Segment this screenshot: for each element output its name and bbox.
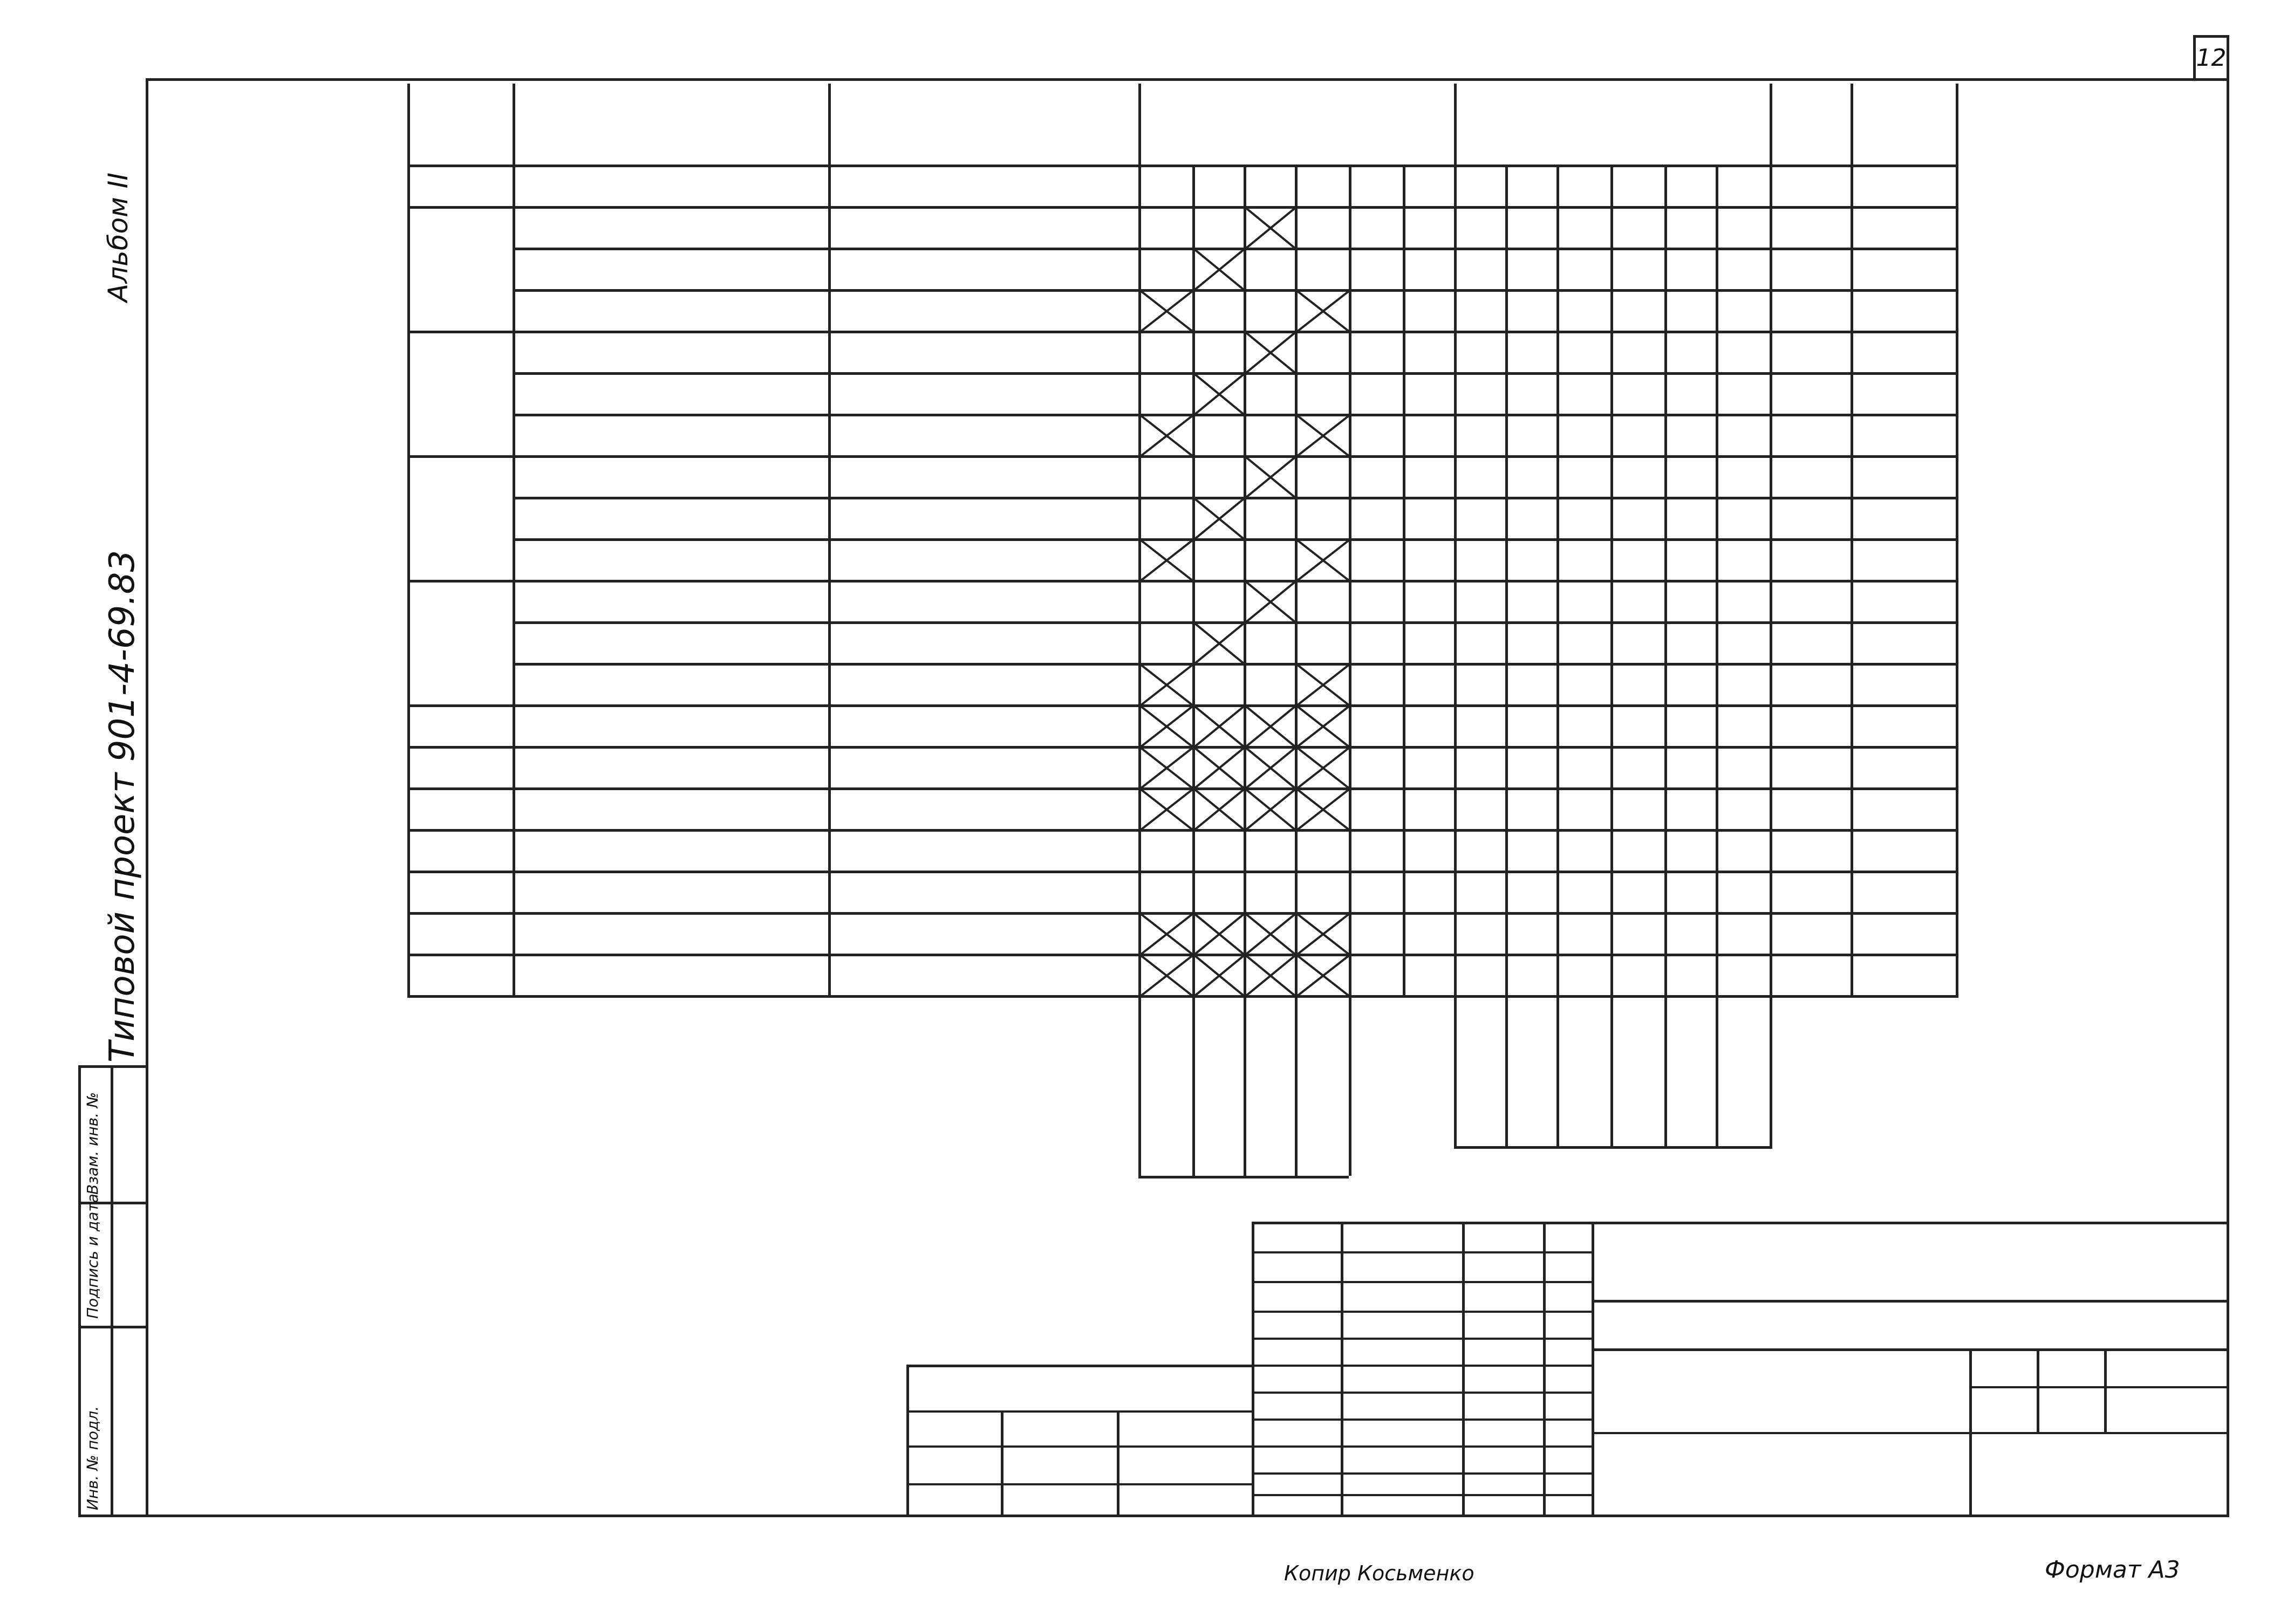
- row-qty: [1664, 372, 1716, 414]
- cross-mark: [1192, 704, 1246, 749]
- row-pos: [410, 538, 486, 580]
- rule-line: [1138, 995, 1141, 1176]
- person-name: [1343, 1438, 1462, 1463]
- row-qty: [1505, 372, 1556, 414]
- copied-by: Копир Косьменко: [1284, 1561, 1474, 1585]
- row-mass: [1772, 580, 1851, 621]
- row-qty: [1454, 621, 1505, 663]
- row-designation: [515, 746, 828, 787]
- cross-mark: [1138, 414, 1195, 458]
- row-qty: [1664, 954, 1716, 995]
- row-qty: [1610, 372, 1664, 414]
- rule-line: [1770, 995, 1772, 1146]
- organization: [1975, 1435, 2225, 1516]
- row-mass: [1772, 497, 1851, 538]
- row-name: [831, 289, 1138, 331]
- linked-label: [909, 1365, 1071, 1408]
- row-designation: [515, 455, 828, 497]
- row-designation: [515, 331, 828, 372]
- row-qty: [1556, 787, 1610, 829]
- row-qty: [1505, 954, 1556, 995]
- row-name: [831, 165, 1138, 206]
- cross-mark: [1244, 455, 1298, 499]
- rule-line: [1454, 995, 1457, 1146]
- row-mass: [1772, 954, 1851, 995]
- rule-line: [1252, 1251, 1592, 1253]
- cross-mark: [1244, 206, 1298, 250]
- project-label: Типовой проект 901-4-69.83: [103, 550, 142, 1063]
- row-qty: [1716, 372, 1770, 414]
- row-mass: [1772, 331, 1851, 372]
- header-quantity: [1457, 84, 1770, 165]
- rule-line: [1454, 1146, 1772, 1149]
- header-note: [1853, 84, 1956, 165]
- rule-line: [1001, 1410, 1003, 1517]
- rule-line: [1505, 995, 1508, 1146]
- row-pos: [410, 331, 486, 372]
- rule-line: [1252, 1311, 1592, 1313]
- row-pos: [410, 663, 486, 704]
- row-designation: [515, 372, 828, 414]
- person-name: [1343, 1386, 1462, 1411]
- cross-mark: [1295, 289, 1351, 333]
- person-role: [1254, 1438, 1341, 1463]
- person-name: [1343, 1412, 1462, 1437]
- row-pos: [410, 165, 486, 206]
- cross-mark: [1138, 746, 1195, 790]
- rule-line: [1252, 1281, 1592, 1283]
- cross-mark: [1244, 954, 1298, 998]
- row-qty: [1505, 912, 1556, 954]
- cross-mark: [1192, 912, 1246, 956]
- header-mark: [410, 84, 513, 165]
- row-qty: [1556, 954, 1610, 995]
- stage-value: [1972, 1389, 2037, 1432]
- row-designation: [515, 663, 828, 704]
- row-qty: [1556, 372, 1610, 414]
- row-qty: [1664, 787, 1716, 829]
- cross-mark: [1295, 704, 1351, 749]
- rule-line: [1969, 1432, 2229, 1434]
- row-qty: [1505, 248, 1556, 289]
- row-qty: [1610, 704, 1664, 746]
- side-stamp-replace: Взам. инв. №: [84, 1092, 101, 1195]
- cross-mark: [1295, 746, 1351, 790]
- rule-line: [1244, 995, 1246, 1176]
- row-name: [831, 704, 1138, 746]
- person-role: [1254, 1464, 1341, 1489]
- row-qty: [1454, 787, 1505, 829]
- drawing-title: [1600, 1351, 1967, 1392]
- format-label: Формат А3: [2045, 1556, 2180, 1584]
- row-qty: [1664, 704, 1716, 746]
- row-qty: [1716, 954, 1770, 995]
- row-pos: [410, 372, 486, 414]
- row-qty: [1454, 704, 1505, 746]
- row-designation: [515, 580, 828, 621]
- cross-mark: [1295, 787, 1351, 832]
- row-name: [831, 331, 1138, 372]
- rule-line: [1252, 1365, 1592, 1367]
- rule-line: [1610, 995, 1613, 1146]
- cross-mark: [1192, 621, 1246, 666]
- row-mass: [1772, 248, 1851, 289]
- sheet-header: [2039, 1351, 2104, 1386]
- cross-mark: [1244, 580, 1298, 624]
- row-qty: [1454, 372, 1505, 414]
- row-designation: [515, 248, 828, 289]
- rule-line: [1592, 1222, 1594, 1517]
- row-pos: [410, 248, 486, 289]
- rule-line: [906, 1410, 1252, 1413]
- rule-line: [906, 1483, 1252, 1485]
- row-name: [831, 829, 1138, 871]
- row-designation: [515, 704, 828, 746]
- row-qty: [1716, 248, 1770, 289]
- cross-mark: [1244, 912, 1298, 956]
- row-qty: [1664, 248, 1716, 289]
- cross-mark: [1244, 746, 1298, 790]
- row-qty: [1505, 497, 1556, 538]
- row-designation: [515, 165, 828, 206]
- row-mass: [1772, 663, 1851, 704]
- sheet-number: 12: [2196, 44, 2227, 72]
- row-qty: [1556, 746, 1610, 787]
- cross-mark: [1192, 248, 1246, 292]
- row-designation: [515, 829, 828, 871]
- row-name: [831, 538, 1138, 580]
- row-qty: [1556, 248, 1610, 289]
- row-pos: [410, 746, 486, 787]
- row-mass: [1772, 912, 1851, 954]
- row-mass: [1772, 746, 1851, 787]
- cross-mark: [1244, 787, 1298, 832]
- drawing-description: [1597, 1435, 1969, 1516]
- row-name: [831, 414, 1138, 455]
- row-mass: [1772, 289, 1851, 331]
- row-qty: [1610, 912, 1664, 954]
- row-name: [831, 248, 1138, 289]
- row-pos: [410, 414, 486, 455]
- row-mass: [1772, 871, 1851, 912]
- cross-mark: [1138, 663, 1195, 707]
- row-designation: [515, 538, 828, 580]
- row-designation: [515, 414, 828, 455]
- row-name: [831, 871, 1138, 912]
- rule-line: [1138, 1176, 1349, 1178]
- cross-mark: [1295, 663, 1351, 707]
- person-role: [1254, 1490, 1341, 1515]
- row-qty: [1610, 248, 1664, 289]
- cross-mark: [1138, 787, 1195, 832]
- rule-line: [1716, 995, 1718, 1146]
- row-qty: [1610, 621, 1664, 663]
- rule-line: [1956, 84, 1958, 998]
- rule-line: [1349, 995, 1351, 1176]
- header-mass: [1772, 84, 1851, 165]
- sheets-header: [2107, 1351, 2174, 1386]
- row-qty: [1664, 497, 1716, 538]
- row-qty: [1610, 954, 1664, 995]
- rule-line: [1969, 1386, 2229, 1388]
- person-name: [1343, 1464, 1462, 1489]
- row-qty: [1454, 954, 1505, 995]
- cross-mark: [1295, 538, 1351, 583]
- row-name: [831, 954, 1138, 995]
- row-pos: [410, 289, 486, 331]
- row-qty: [1505, 704, 1556, 746]
- row-name: [831, 787, 1138, 829]
- row-designation: [515, 289, 828, 331]
- row-name: [831, 372, 1138, 414]
- person-role: [1254, 1386, 1341, 1411]
- row-qty: [1556, 497, 1610, 538]
- cross-mark: [1192, 497, 1246, 541]
- rule-line: [1592, 1432, 1969, 1434]
- row-qty: [1556, 912, 1610, 954]
- row-mass: [1772, 621, 1851, 663]
- row-designation: [515, 497, 828, 538]
- side-stamp-sign: Подпись и дата: [84, 1194, 101, 1319]
- cross-mark: [1138, 289, 1195, 333]
- row-pos: [410, 871, 486, 912]
- row-qty: [1716, 787, 1770, 829]
- stage-header: [1972, 1351, 2037, 1386]
- row-qty: [1454, 248, 1505, 289]
- row-qty: [1664, 621, 1716, 663]
- row-pos: [410, 954, 486, 995]
- row-qty: [1716, 912, 1770, 954]
- row-name: [831, 746, 1138, 787]
- row-qty: [1716, 704, 1770, 746]
- row-mass: [1772, 455, 1851, 497]
- cross-mark: [1295, 954, 1351, 998]
- row-qty: [1716, 746, 1770, 787]
- row-qty: [1505, 787, 1556, 829]
- row-pos: [410, 704, 486, 746]
- row-name: [831, 455, 1138, 497]
- row-pos: [410, 912, 486, 954]
- cross-mark: [1138, 954, 1195, 998]
- rule-line: [1252, 1338, 1592, 1340]
- row-mass: [1772, 704, 1851, 746]
- row-mass: [1772, 538, 1851, 580]
- row-name: [831, 497, 1138, 538]
- header-for-execution: [1141, 84, 1454, 165]
- row-qty: [1664, 912, 1716, 954]
- drawing-volume: [1600, 1392, 1923, 1432]
- rule-line: [1592, 1300, 2229, 1303]
- inv-label: [909, 1486, 1001, 1516]
- rule-line: [906, 1445, 1252, 1448]
- cross-mark: [1192, 372, 1246, 416]
- cross-mark: [1192, 954, 1246, 998]
- row-qty: [1454, 497, 1505, 538]
- rule-line: [1295, 995, 1298, 1176]
- row-qty: [1716, 497, 1770, 538]
- cross-mark: [1138, 912, 1195, 956]
- cross-mark: [1138, 704, 1195, 749]
- drawing-code: [1640, 1224, 2180, 1300]
- row-designation: [515, 912, 828, 954]
- row-mass: [1772, 829, 1851, 871]
- row-name: [831, 580, 1138, 621]
- row-name: [831, 912, 1138, 954]
- header-name: [831, 84, 1138, 165]
- album-label: Альбом II: [103, 172, 134, 302]
- cross-mark: [1192, 746, 1246, 790]
- row-pos: [410, 829, 486, 871]
- rule-line: [1664, 995, 1667, 1146]
- row-qty: [1556, 704, 1610, 746]
- person-role: [1254, 1412, 1341, 1437]
- row-qty: [1505, 621, 1556, 663]
- person-name: [1343, 1490, 1462, 1515]
- row-designation: [515, 954, 828, 995]
- row-designation: [515, 871, 828, 912]
- row-qty: [1505, 746, 1556, 787]
- row-mass: [1772, 206, 1851, 248]
- rule-line: [1556, 995, 1559, 1146]
- cross-mark: [1192, 787, 1246, 832]
- row-designation: [515, 787, 828, 829]
- cross-mark: [1244, 704, 1298, 749]
- row-name: [831, 206, 1138, 248]
- cross-mark: [1138, 538, 1195, 583]
- side-stamp-inv: Инв. № подл.: [84, 1406, 101, 1510]
- row-qty: [1716, 621, 1770, 663]
- cross-mark: [1244, 331, 1298, 375]
- row-qty: [1610, 787, 1664, 829]
- row-pos: [410, 787, 486, 829]
- row-designation: [515, 206, 828, 248]
- row-pos: [410, 206, 486, 248]
- row-name: [831, 621, 1138, 663]
- row-qty: [1454, 746, 1505, 787]
- header-designation: [515, 84, 828, 165]
- row-designation: [515, 621, 828, 663]
- sheet-value: [2039, 1389, 2104, 1432]
- row-pos: [410, 621, 486, 663]
- row-pos: [410, 455, 486, 497]
- row-qty: [1610, 746, 1664, 787]
- row-mass: [1772, 414, 1851, 455]
- row-pos: [410, 497, 486, 538]
- row-qty: [1454, 912, 1505, 954]
- cross-mark: [1295, 912, 1351, 956]
- row-name: [831, 663, 1138, 704]
- rule-line: [1192, 995, 1195, 1176]
- note-all-variants: [1856, 873, 1956, 992]
- row-qty: [1664, 746, 1716, 787]
- cross-mark: [1295, 414, 1351, 458]
- row-qty: [1610, 497, 1664, 538]
- row-qty: [1556, 621, 1610, 663]
- row-mass: [1772, 787, 1851, 829]
- row-pos: [410, 580, 486, 621]
- rule-line: [1117, 1410, 1119, 1517]
- row-mass: [1772, 372, 1851, 414]
- row-mass: [1772, 165, 1851, 206]
